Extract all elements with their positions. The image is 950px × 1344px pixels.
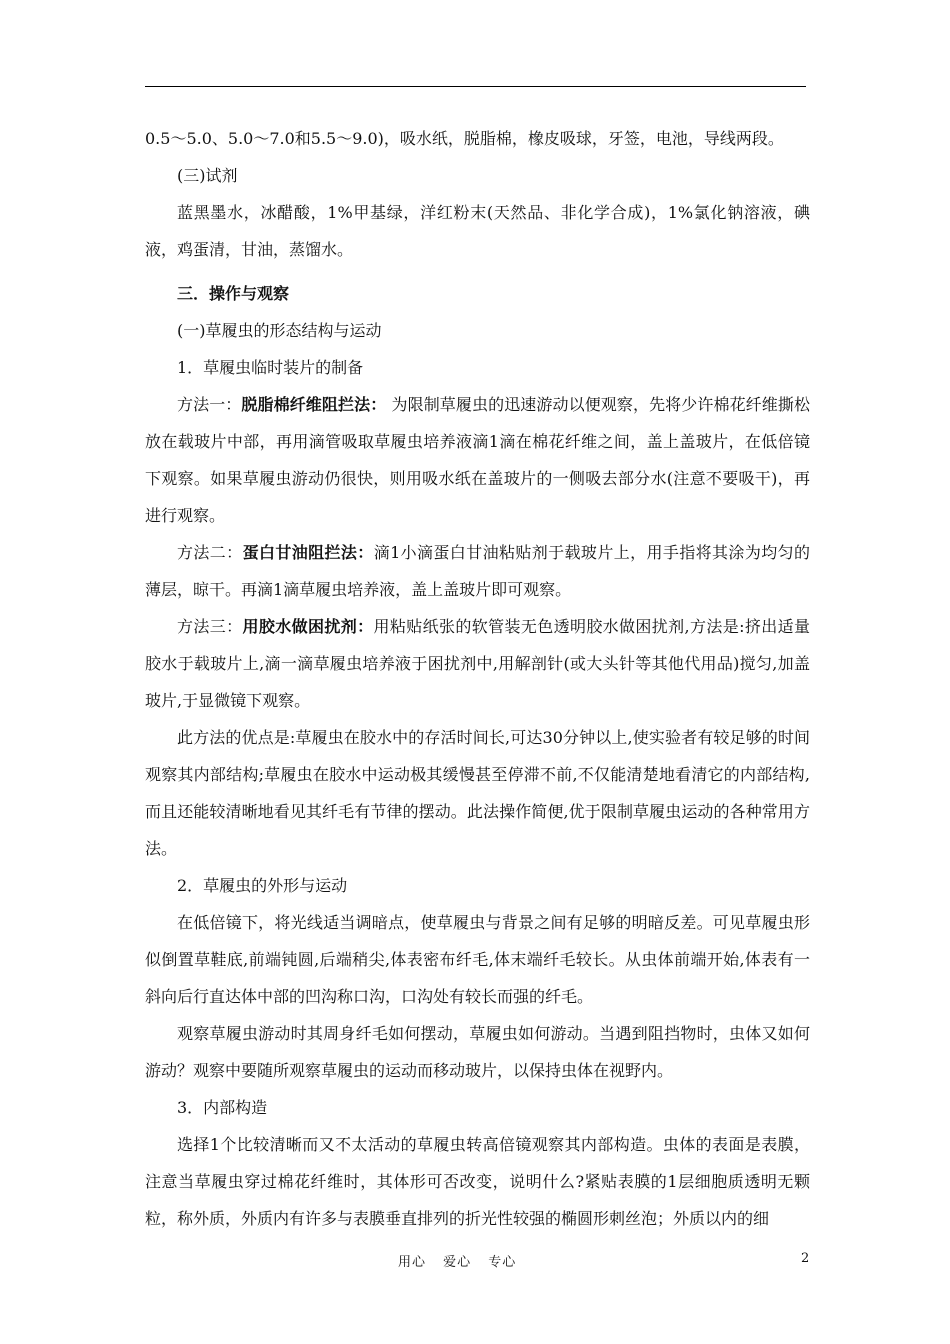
method-three-title: 用胶水做困扰剂：	[242, 617, 374, 636]
method-two-title: 蛋白甘油阻拦法：	[242, 543, 374, 562]
header-rule	[145, 86, 806, 87]
paragraph-method-two	[145, 534, 810, 608]
method-three-prefix: 方法三：	[177, 617, 243, 636]
document-body	[145, 120, 810, 1237]
paragraph-materials-end: 0.5～5.0、5.0～7.0和5.5～9.0)，吸水纸，脱脂棉，橡皮吸球，牙签，电池，导线两段。	[145, 129, 784, 148]
method-two-prefix: 方法二：	[177, 543, 243, 562]
paragraph-advantages: 此方法的优点是:草履虫在胶水中的存活时间长,可达30分钟以上,使实验者有较足够的时间观察其内部结构;草履虫在胶水中运动极其缓慢甚至停滞不前,不仅能清楚地看清它的内部结构,而且还能较清晰地看见其纤毛有节律的摆动。此法操作简便,优于限制草履虫运动的各种常用方法。	[145, 728, 810, 858]
paragraph-shape: 在低倍镜下，将光线适当调暗点，使草履虫与背景之间有足够的明暗反差。可见草履虫形似倒置草鞋底,前端钝圆,后端稍尖,体表密布纤毛,体末端纤毛较长。从虫体前端开始,体表有一斜向后行直达体中部的凹沟称口沟，口沟处有较长而强的纤毛。	[145, 913, 810, 1006]
paragraph-internal-structure: 选择1个比较清晰而又不太活动的草履虫转高倍镜观察其内部构造。虫体的表面是表膜，注意当草履虫穿过棉花纤维时，其体形可否改变，说明什么?紧贴表膜的1层细胞质透明无颗粒，称外质，外质内有许多与表膜垂直排列的折光性较强的椭圆形刺丝泡；外质以内的细	[145, 1135, 810, 1228]
method-one-text: 为限制草履虫的迅速游动以便观察，先将少许棉花纤维撕松放在载玻片中部，再用滴管吸取草履虫培养液滴1滴在棉花纤维之间，盖上盖玻片，在低倍镜下观察。如果草履虫游动仍很快，则用吸水纸在盖玻片的一侧吸去部分水(注意不要吸干)，再进行观察。	[145, 395, 810, 525]
footer-motto: 用心 爱心 专心	[398, 1255, 517, 1270]
method-two-text: 滴1小滴蛋白甘油粘贴剂于载玻片上，用手指将其涂为均匀的薄层，晾干。再滴1滴草履虫培养液，盖上盖玻片即可观察。	[145, 543, 810, 599]
section-heading-operation: 三．操作与观察	[177, 284, 290, 303]
method-one-title: 脱脂棉纤维阻拦法：	[241, 395, 387, 414]
item-slide-preparation: 1．草履虫临时装片的制备	[177, 358, 364, 377]
method-one-prefix: 方法一：	[177, 395, 242, 414]
item-internal-structure: 3．内部构造	[177, 1098, 268, 1117]
paragraph-method-three	[145, 608, 810, 719]
subsection-morphology: (一)草履虫的形态结构与运动	[177, 321, 382, 340]
section-reagents: (三)试剂	[177, 166, 238, 185]
paragraph-method-one	[145, 386, 810, 534]
paragraph-reagents: 蓝黑墨水，冰醋酸，1%甲基绿，洋红粉末(天然品、非化学合成)，1%氯化钠溶液，碘液，鸡蛋清，甘油，蒸馏水。	[145, 203, 810, 259]
page-footer	[0, 1251, 950, 1271]
page-number: 2	[801, 1251, 810, 1266]
paragraph-swimming: 观察草履虫游动时其周身纤毛如何摆动，草履虫如何游动。当遇到阻挡物时，虫体又如何游动？观察中要随所观察草履虫的运动而移动玻片，以保持虫体在视野内。	[145, 1024, 810, 1080]
method-three-text: 用粘贴纸张的软管装无色透明胶水做困扰剂,方法是:挤出适量胶水于载玻片上,滴一滴草履虫培养液于困扰剂中,用解剖针(或大头针等其他代用品)搅匀,加盖玻片,于显微镜下观察。	[145, 617, 810, 710]
item-shape-and-movement: 2．草履虫的外形与运动	[177, 876, 348, 895]
